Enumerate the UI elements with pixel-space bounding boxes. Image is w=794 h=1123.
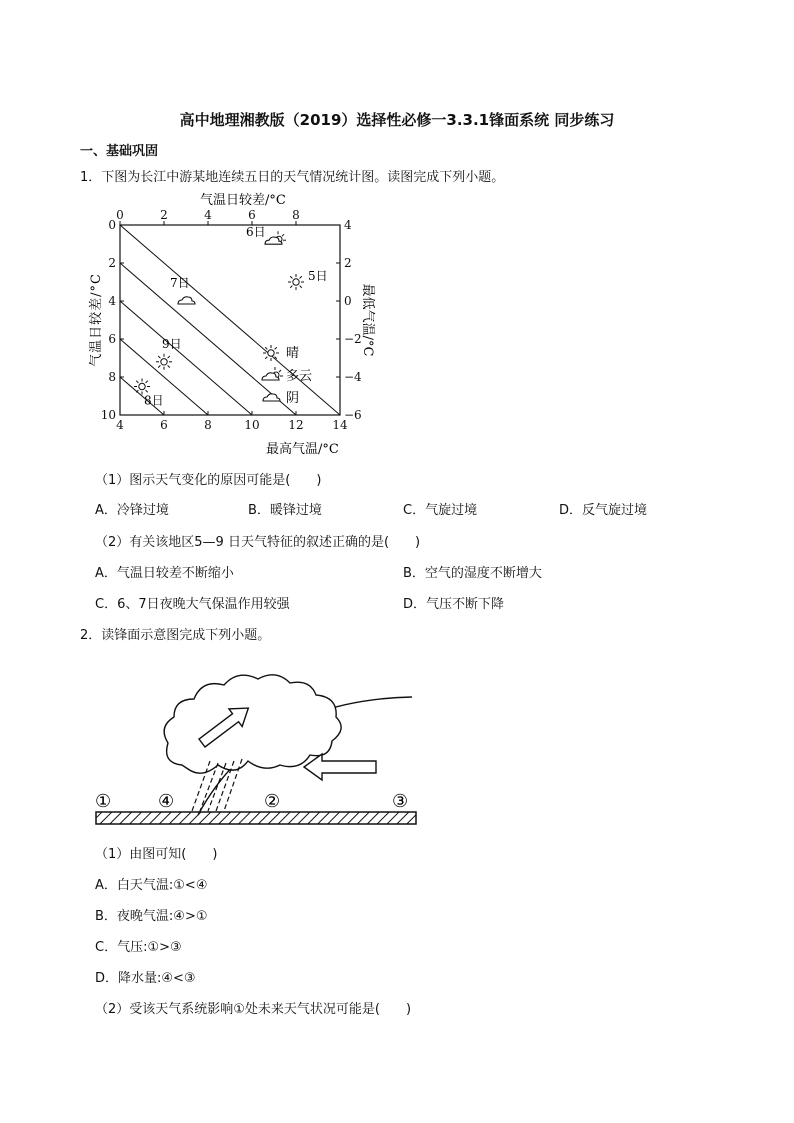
bottom-axis-title: 最高气温/°C (266, 442, 339, 457)
q1-sub2-option-a[interactable]: A．气温日较差不断缩小 (95, 566, 234, 581)
day-label: 6日 (246, 225, 266, 240)
q2-sub1-option-a[interactable]: A．白天气温:①<④ (95, 878, 208, 893)
bottom-tick-label: 12 (288, 418, 304, 432)
q1-sub2-option-d[interactable]: D．气压不断下降 (403, 597, 505, 612)
bottom-tick-label: 14 (332, 418, 348, 432)
right-tick-label: −6 (344, 408, 362, 422)
q1-sub1-option-d[interactable]: D．反气旋过境 (559, 503, 648, 518)
legend-sunny-label: 晴 (286, 346, 300, 361)
top-axis-title: 气温日较差/°C (200, 193, 286, 208)
label-circled-1: ① (95, 791, 112, 812)
label-circled-3: ③ (392, 791, 409, 812)
day-label: 9日 (162, 336, 182, 351)
weather-icon (178, 297, 195, 304)
top-tick-label: 4 (204, 208, 212, 222)
bottom-tick-label: 8 (204, 418, 212, 432)
left-tick-label: 10 (100, 408, 116, 422)
day-label: 5日 (308, 269, 328, 283)
q1-sub1-option-b[interactable]: B．暖锋过境 (248, 503, 322, 518)
day-label: 7日 (170, 276, 190, 290)
cloud-shape (164, 675, 341, 773)
label-circled-2: ② (264, 791, 281, 812)
weather-chart (88, 190, 378, 460)
left-tick-label: 4 (108, 294, 116, 308)
top-tick-label: 8 (292, 208, 300, 222)
right-axis-title: 最低气温/°C (360, 283, 375, 357)
ground (96, 812, 416, 824)
legend-sunny-icon (263, 345, 279, 361)
left-tick-label: 6 (108, 332, 116, 346)
right-tick-label: −2 (344, 332, 362, 346)
q1-sub2-option-b[interactable]: B．空气的湿度不断增大 (403, 566, 542, 581)
label-circled-4: ④ (158, 791, 175, 812)
bottom-tick-label: 10 (244, 418, 260, 432)
bottom-tick-label: 6 (160, 418, 168, 432)
legend (262, 345, 312, 406)
q2-sub1-option-d[interactable]: D．降水量:④<③ (95, 971, 196, 986)
right-tick-label: 2 (344, 256, 352, 270)
q2-sub1-stem: （1）由图可知( ) (95, 847, 218, 862)
cold-air-arrow (304, 754, 376, 780)
bottom-tick-label: 4 (116, 418, 124, 432)
q1-sub1-option-c[interactable]: C．气旋过境 (403, 503, 478, 518)
isoline-0 (120, 225, 340, 415)
left-tick-label: 0 (108, 218, 116, 232)
top-tick-label: 2 (160, 208, 168, 222)
q2-sub2-stem: （2）受该天气系统影响①处未来天气状况可能是( ) (95, 1002, 412, 1017)
day-marker-5 (288, 269, 328, 290)
weather-icon (288, 274, 304, 290)
day-marker-6 (246, 225, 286, 244)
section-heading: 一、基础巩固 (80, 144, 159, 159)
front-diagram (90, 655, 425, 835)
left-tick-label: 2 (108, 256, 116, 270)
q2-sub1-option-b[interactable]: B．夜晚气温:④>① (95, 909, 208, 924)
legend-overcast-label: 阴 (286, 391, 300, 406)
q1-sub1-option-a[interactable]: A．冷锋过境 (95, 503, 169, 518)
day-label: 8日 (144, 393, 164, 408)
q1-sub2-option-c[interactable]: C．6、7日夜晚大气保温作用较强 (95, 597, 290, 612)
legend-overcast-icon (263, 394, 280, 401)
question-1-stem: 1．下图为长江中游某地连续五日的天气情况统计图。读图完成下列小题。 (80, 170, 505, 185)
left-axis-title: 气温日较差/°C (89, 273, 104, 367)
weather-icon (265, 231, 286, 244)
right-tick-label: −4 (344, 370, 362, 384)
left-tick-label: 8 (108, 370, 116, 384)
q1-sub2-stem: （2）有关该地区5—9 日天气特征的叙述正确的是( ) (95, 535, 421, 550)
day-marker-9 (156, 337, 182, 370)
page-title: 高中地理湘教版（2019）选择性必修一3.3.1锋面系统 同步练习 (179, 111, 615, 129)
top-tick-label: 6 (248, 208, 256, 222)
question-2-stem: 2．读锋面示意图完成下列小题。 (80, 628, 271, 643)
day-marker-7 (170, 276, 195, 304)
q1-sub1-stem: （1）图示天气变化的原因可能是( ) (95, 473, 322, 488)
weather-icon (134, 379, 150, 395)
legend-cloudy-label: 多云 (286, 369, 313, 384)
q2-sub1-option-c[interactable]: C．气压:①>③ (95, 940, 182, 955)
top-tick-label: 0 (116, 208, 124, 222)
weather-icon (156, 354, 172, 370)
legend-cloudy-icon (262, 367, 283, 380)
right-tick-label: 4 (344, 218, 352, 232)
right-tick-label: 0 (344, 294, 352, 308)
